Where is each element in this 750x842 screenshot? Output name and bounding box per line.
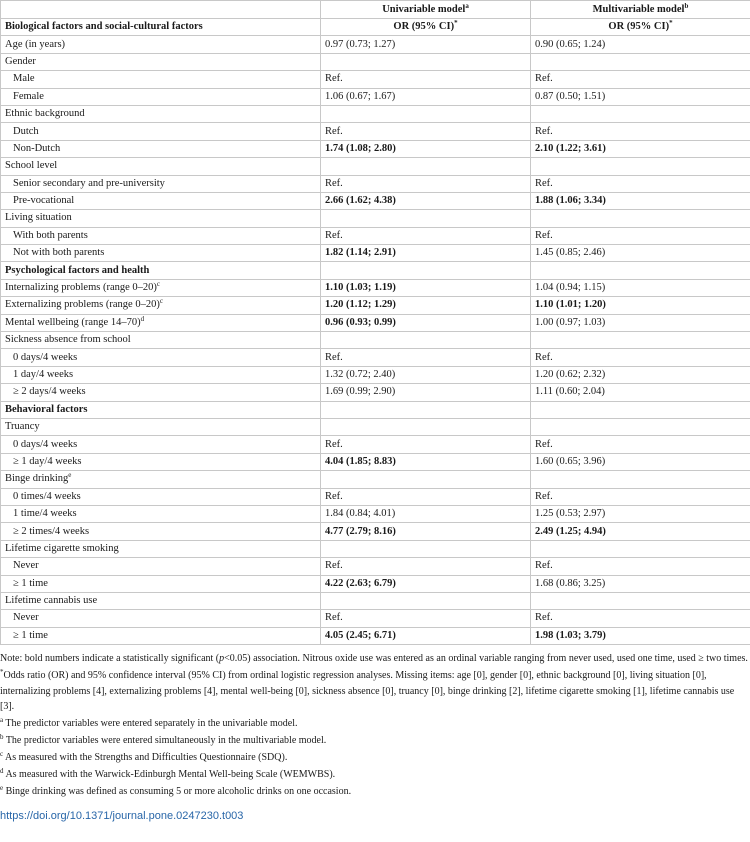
univariable-value: 1.82 (1.14; 2.91)	[321, 245, 531, 262]
row-label-text: Psychological factors and health	[5, 264, 150, 276]
row-label	[1, 175, 321, 192]
univariable-value: 0.97 (0.73; 1.27)	[321, 36, 531, 53]
footnote-star-sup: *	[0, 668, 4, 677]
univariable-value	[321, 158, 531, 175]
table-row	[1, 140, 750, 157]
multivariable-value: 1.20 (0.62; 2.32)	[531, 366, 750, 383]
multivariable-value	[531, 332, 750, 349]
univariable-value	[321, 53, 531, 70]
multivariable-value: Ref.	[531, 123, 750, 140]
table-row	[1, 245, 750, 262]
table-row	[1, 592, 750, 609]
multivariable-value: Ref.	[531, 175, 750, 192]
row-label-text: Binge drinking	[5, 473, 69, 485]
row-label-text: Never	[13, 612, 39, 624]
row-label-text: Age (in years)	[5, 38, 66, 50]
univariable-value: 4.05 (2.45; 6.71)	[321, 627, 531, 644]
multivariable-value	[531, 471, 750, 488]
row-label	[1, 192, 321, 209]
univariable-value: 1.20 (1.12; 1.29)	[321, 297, 531, 314]
multivariable-value	[531, 262, 750, 279]
table-row	[1, 123, 750, 140]
header-row-models	[1, 1, 750, 19]
multivariable-value: 2.49 (1.25; 4.94)	[531, 523, 750, 540]
footnote-main-text-a: Note: bold numbers indicate a statistically significant (	[0, 653, 220, 665]
univariable-value: Ref.	[321, 436, 531, 453]
row-label-text: Gender	[5, 55, 36, 67]
row-label	[1, 401, 321, 418]
table-row	[1, 366, 750, 383]
doi-line	[0, 809, 748, 825]
table-row	[1, 436, 750, 453]
table-row	[1, 384, 750, 401]
table-row	[1, 349, 750, 366]
footnote-d	[0, 767, 748, 783]
multivariable-value: Ref.	[531, 227, 750, 244]
univariable-value: Ref.	[321, 558, 531, 575]
multivariable-value: 1.10 (1.01; 1.20)	[531, 297, 750, 314]
row-label	[1, 105, 321, 122]
table-row	[1, 297, 750, 314]
row-label-text: ≥ 2 times/4 weeks	[13, 525, 90, 537]
row-label-text: Mental wellbeing (range 14–70)	[5, 316, 141, 328]
footnote-a-sup: a	[0, 716, 4, 725]
multivariable-value: Ref.	[531, 349, 750, 366]
table-row	[1, 279, 750, 296]
row-label-text: Female	[13, 90, 44, 102]
row-label	[1, 262, 321, 279]
row-label-text: ≥ 2 days/4 weeks	[13, 386, 86, 398]
row-label-text: Non-Dutch	[13, 142, 61, 154]
table-footnotes	[0, 645, 748, 824]
section-heading-row	[1, 401, 750, 418]
univariable-value: Ref.	[321, 123, 531, 140]
row-label-text: With both parents	[13, 229, 88, 241]
row-label	[1, 366, 321, 383]
table-row	[1, 158, 750, 175]
table-row	[1, 505, 750, 522]
table-row	[1, 488, 750, 505]
row-label-text: Sickness absence from school	[5, 334, 131, 346]
table-row	[1, 453, 750, 470]
row-label	[1, 453, 321, 470]
row-label-text: Pre-vocational	[13, 195, 75, 207]
multivariable-value: Ref.	[531, 71, 750, 88]
multivariable-value: Ref.	[531, 436, 750, 453]
table-row	[1, 558, 750, 575]
univariable-model-label: Univariable model	[382, 3, 466, 15]
footnote-c-text: As measured with the Strengths and Difficulties Questionnaire (SDQ).	[3, 752, 288, 764]
row-label	[1, 123, 321, 140]
row-label-text: Internalizing problems (range 0–20)	[5, 282, 157, 294]
section-heading-row	[1, 262, 750, 279]
footnote-star-text: Odds ratio (OR) and 95% confidence interval (95% CI) from ordinal logistic regression analyses. Missing items: age [0], gender [0], ethnic background [0], living situation [0], internalizing problems [4], externalizing problems [4], mental well-being [0], sickness absence [0], truancy [0], binge drinking [2], lifetime cigarette smoking [1], lifetime cannabis use [3].	[0, 670, 735, 713]
footnote-b-text: The predictor variables were entered simultaneously in the multivariable model.	[3, 735, 327, 747]
row-label-text: ≥ 1 time	[13, 629, 48, 641]
multivariable-value: 1.25 (0.53; 2.97)	[531, 505, 750, 522]
row-label-text: Never	[13, 560, 39, 572]
section-heading-biological: Biological factors and social-cultural factors	[1, 19, 321, 36]
row-label-text: 1 time/4 weeks	[13, 508, 77, 520]
row-label-text: Living situation	[5, 212, 72, 224]
multivariable-value	[531, 210, 750, 227]
table-row	[1, 332, 750, 349]
table-row	[1, 471, 750, 488]
footnote-d-sup: d	[0, 767, 4, 776]
row-label-text: 1 day/4 weeks	[13, 369, 74, 380]
univariable-value: 1.69 (0.99; 2.90)	[321, 384, 531, 401]
or-header-univariable	[321, 19, 531, 36]
footnote-main	[0, 651, 748, 667]
row-label	[1, 488, 321, 505]
univariable-value: Ref.	[321, 610, 531, 627]
row-label	[1, 314, 321, 331]
multivariable-value: 1.60 (0.65; 3.96)	[531, 453, 750, 470]
table-row	[1, 175, 750, 192]
footnote-a	[0, 716, 748, 732]
multivariable-value	[531, 158, 750, 175]
multivariable-model-sup: b	[684, 1, 689, 10]
row-label	[1, 53, 321, 70]
row-label-text: School level	[5, 160, 58, 172]
multivariable-value: Ref.	[531, 558, 750, 575]
univariable-model-sup: a	[465, 1, 469, 10]
multivariable-value: Ref.	[531, 488, 750, 505]
univariable-value: Ref.	[321, 488, 531, 505]
multivariable-value: 1.00 (0.97; 1.03)	[531, 314, 750, 331]
row-label	[1, 540, 321, 557]
multivariable-value: 1.88 (1.06; 3.34)	[531, 192, 750, 209]
doi-link[interactable]: https://doi.org/10.1371/journal.pone.0247230.t003	[0, 809, 244, 822]
univariable-value	[321, 401, 531, 418]
multivariable-value	[531, 540, 750, 557]
header-row-or	[1, 19, 750, 36]
row-label	[1, 332, 321, 349]
table-row	[1, 523, 750, 540]
univariable-value: 2.66 (1.62; 4.38)	[321, 192, 531, 209]
row-label	[1, 592, 321, 609]
table-row	[1, 540, 750, 557]
footnote-b-sup: b	[0, 733, 4, 742]
table-row	[1, 53, 750, 70]
univariable-value: 1.74 (1.08; 2.80)	[321, 140, 531, 157]
row-label	[1, 349, 321, 366]
row-label-text: 0 times/4 weeks	[13, 490, 81, 502]
univariable-value: Ref.	[321, 71, 531, 88]
row-label-sup: e	[68, 471, 72, 480]
row-label	[1, 471, 321, 488]
univariable-value: 4.77 (2.79; 8.16)	[321, 523, 531, 540]
or-label: OR (95% CI)	[393, 21, 455, 33]
footnote-main-text-b: <0.05) association. Nitrous oxide use was entered as an ordinal variable ranging from never used, used one time, used ≥ two times.	[224, 653, 748, 665]
row-label	[1, 418, 321, 435]
table-row	[1, 192, 750, 209]
table-row	[1, 71, 750, 88]
row-label	[1, 610, 321, 627]
univariable-value	[321, 262, 531, 279]
multivariable-model-header	[531, 1, 750, 19]
table-row	[1, 314, 750, 331]
row-label	[1, 575, 321, 592]
multivariable-value	[531, 418, 750, 435]
multivariable-value: 1.04 (0.94; 1.15)	[531, 279, 750, 296]
univariable-value: 1.32 (0.72; 2.40)	[321, 366, 531, 383]
row-label	[1, 558, 321, 575]
univariable-value: Ref.	[321, 227, 531, 244]
row-label-text: Behavioral factors	[5, 403, 88, 415]
univariable-value: Ref.	[321, 175, 531, 192]
row-label	[1, 279, 321, 296]
footnote-star	[0, 668, 748, 715]
row-label	[1, 297, 321, 314]
footnote-e-sup: e	[0, 784, 4, 793]
row-label-text: Lifetime cigarette smoking	[5, 542, 119, 554]
univariable-value	[321, 540, 531, 557]
univariable-value: Ref.	[321, 349, 531, 366]
table-row	[1, 88, 750, 105]
footnote-b	[0, 733, 748, 749]
row-label-text: Male	[13, 73, 35, 85]
multivariable-value: 2.10 (1.22; 3.61)	[531, 140, 750, 157]
footnote-a-text: The predictor variables were entered separately in the univariable model.	[3, 718, 298, 730]
univariable-value: 1.10 (1.03; 1.19)	[321, 279, 531, 296]
table-row	[1, 210, 750, 227]
row-label-text: Dutch	[13, 125, 39, 137]
row-label	[1, 245, 321, 262]
univariable-value	[321, 418, 531, 435]
row-label-text: Ethnic background	[5, 108, 85, 120]
multivariable-model-label: Multivariable model	[592, 3, 685, 15]
row-label	[1, 505, 321, 522]
table-row	[1, 575, 750, 592]
multivariable-value: 0.87 (0.50; 1.51)	[531, 88, 750, 105]
row-label	[1, 36, 321, 53]
table-row	[1, 418, 750, 435]
univariable-value	[321, 332, 531, 349]
multivariable-value: 1.11 (0.60; 2.04)	[531, 384, 750, 401]
row-label	[1, 210, 321, 227]
footnote-e	[0, 784, 748, 800]
multivariable-value: Ref.	[531, 610, 750, 627]
row-label	[1, 71, 321, 88]
row-label-text: Lifetime cannabis use	[5, 595, 98, 607]
row-label-text: Truancy	[5, 421, 40, 433]
or-header-multivariable	[531, 19, 750, 36]
univariable-value: 1.06 (0.67; 1.67)	[321, 88, 531, 105]
row-label-sup: c	[159, 297, 163, 306]
row-label-sup: d	[140, 314, 145, 323]
row-label-text: Not with both parents	[13, 247, 105, 259]
row-label	[1, 158, 321, 175]
multivariable-value	[531, 592, 750, 609]
row-label	[1, 627, 321, 644]
row-label	[1, 88, 321, 105]
row-label-text: ≥ 1 time	[13, 577, 48, 589]
univariable-value: 4.22 (2.63; 6.79)	[321, 575, 531, 592]
multivariable-value	[531, 401, 750, 418]
header-empty-cell	[1, 1, 321, 19]
multivariable-value: 0.90 (0.65; 1.24)	[531, 36, 750, 53]
row-label	[1, 384, 321, 401]
univariable-value	[321, 105, 531, 122]
univariable-value: 0.96 (0.93; 0.99)	[321, 314, 531, 331]
table-row	[1, 227, 750, 244]
univariable-value	[321, 592, 531, 609]
multivariable-value	[531, 105, 750, 122]
footnote-p-symbol: p	[219, 653, 225, 665]
multivariable-value: 1.68 (0.86; 3.25)	[531, 575, 750, 592]
row-label	[1, 436, 321, 453]
univariable-value	[321, 210, 531, 227]
multivariable-value: 1.98 (1.03; 3.79)	[531, 627, 750, 644]
row-label	[1, 140, 321, 157]
or-sup: *	[454, 19, 458, 28]
univariable-value: 1.84 (0.84; 4.01)	[321, 505, 531, 522]
footnote-c-sup: c	[0, 750, 4, 759]
or-sup: *	[669, 19, 673, 28]
row-label	[1, 523, 321, 540]
row-label-sup: c	[156, 280, 161, 289]
table-row	[1, 36, 750, 53]
multivariable-value: 1.45 (0.85; 2.46)	[531, 245, 750, 262]
footnote-d-text: As measured with the Warwick-Edinburgh Mental Well-being Scale (WEMWBS).	[3, 769, 336, 781]
univariable-model-header	[321, 1, 531, 19]
footnote-c	[0, 750, 748, 766]
row-label-text: Senior secondary and pre-university	[13, 177, 165, 189]
or-label: OR (95% CI)	[608, 21, 670, 33]
footnote-e-text: Binge drinking was defined as consuming 5 or more alcoholic drinks on one occasion.	[3, 786, 352, 798]
row-label-text: 0 days/4 weeks	[13, 351, 78, 363]
row-label-text: ≥ 1 day/4 weeks	[13, 455, 82, 467]
multivariable-value	[531, 53, 750, 70]
univariable-value: 4.04 (1.85; 8.83)	[321, 453, 531, 470]
row-label-text: 0 days/4 weeks	[13, 438, 78, 450]
row-label	[1, 227, 321, 244]
row-label-text: Externalizing problems (range 0–20)	[5, 299, 160, 311]
table-row	[1, 610, 750, 627]
univariable-value	[321, 471, 531, 488]
table-row	[1, 627, 750, 644]
table-row	[1, 105, 750, 122]
